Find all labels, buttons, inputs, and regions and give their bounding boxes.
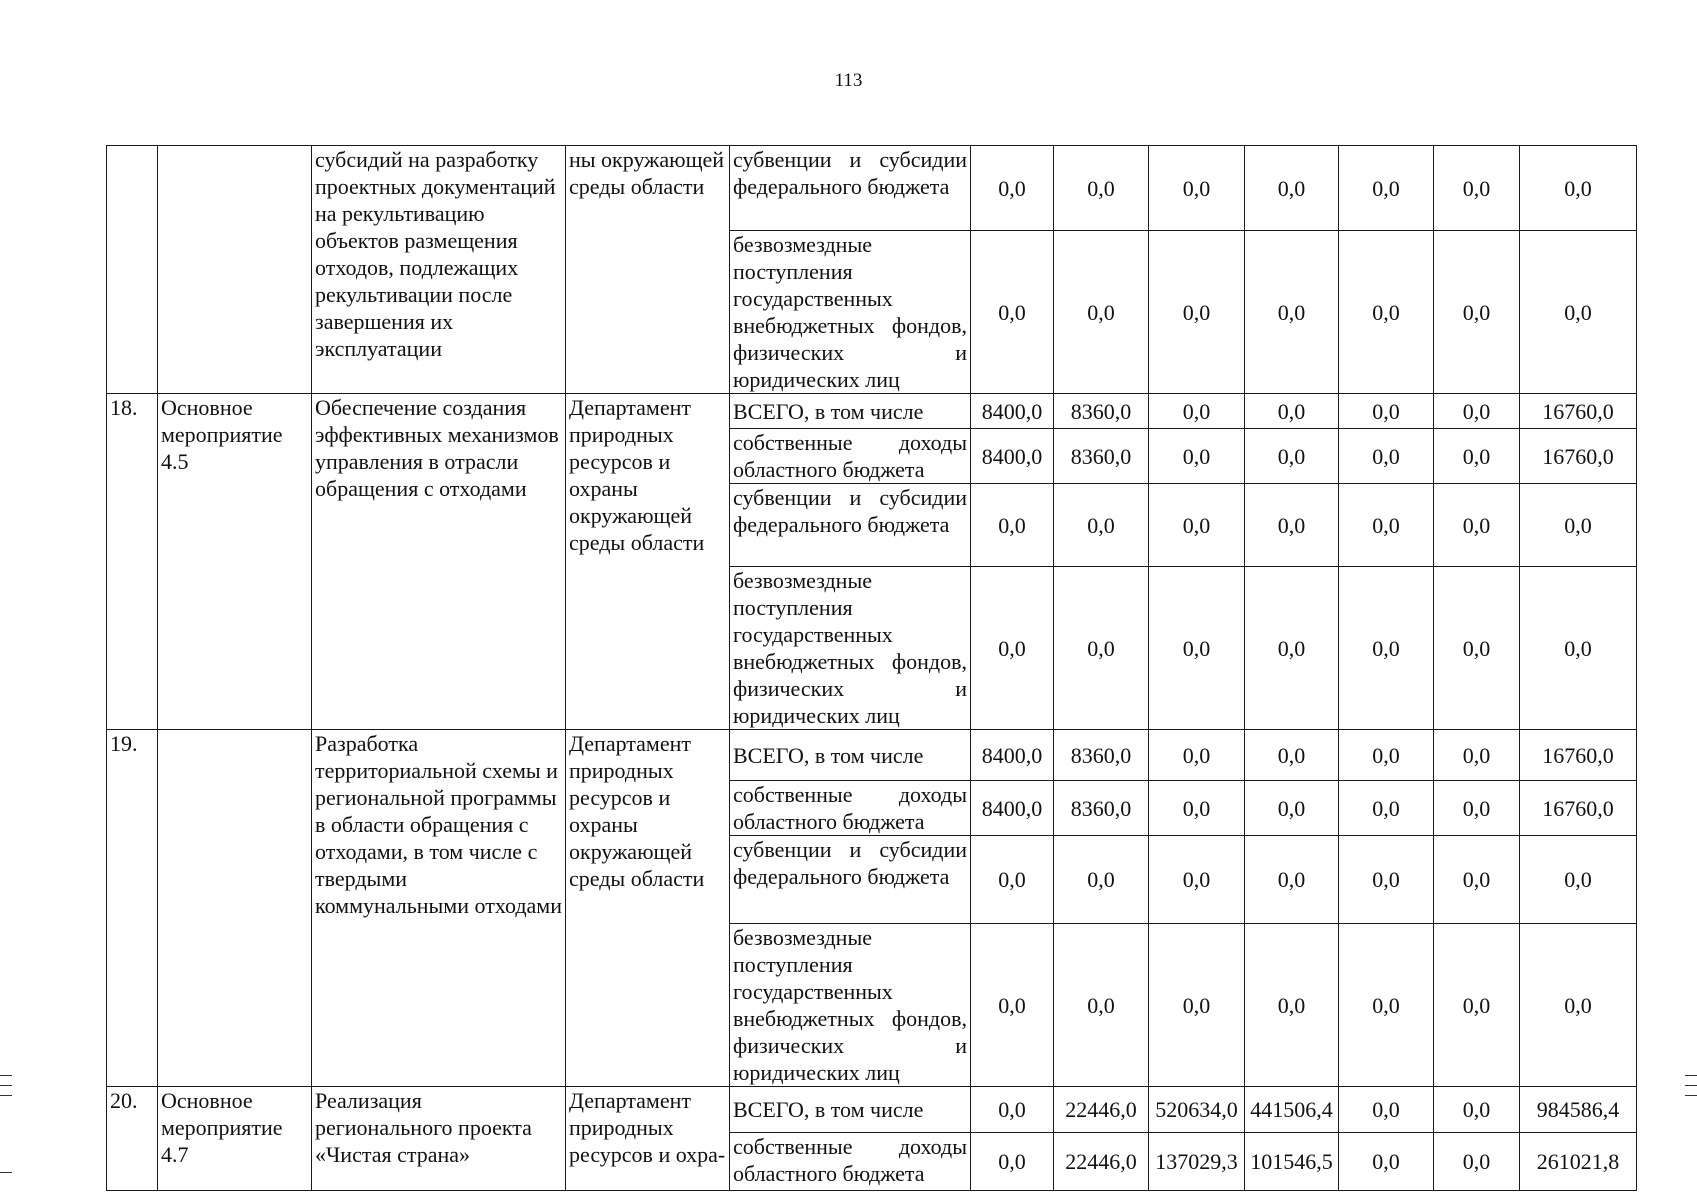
total-value-cell: 0,0	[1520, 924, 1637, 1087]
year-value-cell: 0,0	[1149, 429, 1245, 484]
budget-table	[106, 145, 1637, 1191]
year-value-cell: 0,0	[1149, 231, 1245, 394]
edge-mark	[0, 1172, 12, 1173]
year-value-cell: 0,0	[971, 1087, 1054, 1133]
edge-mark	[0, 1085, 12, 1086]
table-row	[107, 146, 1637, 231]
year-value-cell: 520634,0	[1149, 1087, 1245, 1133]
year-value-cell: 0,0	[971, 1133, 1054, 1191]
total-value-cell: 0,0	[1520, 231, 1637, 394]
year-value-cell: 0,0	[1339, 836, 1434, 924]
year-value-cell: 0,0	[1434, 429, 1520, 484]
event-name-cell: Реализация регионального проекта «Чистая страна»	[312, 1087, 566, 1191]
year-value-cell: 0,0	[1339, 394, 1434, 429]
year-value-cell: 0,0	[1054, 567, 1149, 730]
year-value-cell: 0,0	[1245, 836, 1339, 924]
year-value-cell: 0,0	[971, 484, 1054, 567]
year-value-cell: 0,0	[1339, 231, 1434, 394]
year-value-cell: 0,0	[1054, 836, 1149, 924]
year-value-cell: 0,0	[1149, 567, 1245, 730]
year-value-cell: 0,0	[1434, 231, 1520, 394]
edge-mark	[1685, 1075, 1697, 1076]
year-value-cell: 0,0	[1339, 429, 1434, 484]
funding-source-label: собственные доходы областного бюджета	[730, 1133, 971, 1191]
edge-mark	[0, 1075, 12, 1076]
year-value-cell: 0,0	[1054, 484, 1149, 567]
year-value-cell: 0,0	[971, 567, 1054, 730]
year-value-cell: 0,0	[1245, 781, 1339, 836]
year-value-cell: 0,0	[1434, 781, 1520, 836]
year-value-cell: 0,0	[1434, 146, 1520, 231]
funding-source-label: субвенции и субсидии федерального бюджета	[730, 836, 971, 924]
year-value-cell: 0,0	[1339, 146, 1434, 231]
year-value-cell: 0,0	[1149, 924, 1245, 1087]
total-value-cell: 0,0	[1520, 484, 1637, 567]
total-value-cell: 16760,0	[1520, 781, 1637, 836]
edge-mark	[1685, 1085, 1697, 1086]
year-value-cell: 8400,0	[971, 730, 1054, 781]
year-value-cell: 8360,0	[1054, 730, 1149, 781]
total-value-cell: 16760,0	[1520, 429, 1637, 484]
funding-source-label: собственные доходы областного бюджета	[730, 781, 971, 836]
total-value-cell: 16760,0	[1520, 394, 1637, 429]
year-value-cell: 0,0	[1339, 1133, 1434, 1191]
year-value-cell: 8360,0	[1054, 429, 1149, 484]
year-value-cell: 0,0	[971, 924, 1054, 1087]
year-value-cell: 0,0	[1149, 146, 1245, 231]
total-value-cell: 0,0	[1520, 146, 1637, 231]
funding-source-label: собственные доходы областного бюджета	[730, 429, 971, 484]
year-value-cell: 22446,0	[1054, 1133, 1149, 1191]
year-value-cell: 8400,0	[971, 394, 1054, 429]
year-value-cell: 0,0	[1245, 730, 1339, 781]
funding-source-label: ВСЕГО, в том числе	[730, 394, 971, 429]
year-value-cell: 0,0	[1434, 567, 1520, 730]
year-value-cell: 0,0	[1339, 1087, 1434, 1133]
year-value-cell: 0,0	[1245, 429, 1339, 484]
year-value-cell: 0,0	[1149, 781, 1245, 836]
year-value-cell: 0,0	[1434, 484, 1520, 567]
funding-source-label: ВСЕГО, в том числе	[730, 1087, 971, 1133]
year-value-cell: 0,0	[1339, 730, 1434, 781]
year-value-cell: 0,0	[1245, 924, 1339, 1087]
event-cell	[158, 146, 312, 394]
funding-source-label: безвозмездные поступления государственных внебюджетных фондов, физических и юридических лиц	[730, 231, 971, 394]
year-value-cell: 0,0	[1054, 924, 1149, 1087]
executor-cell: Департамент природных ресурсов и охра-	[566, 1087, 730, 1191]
row-number-cell: 19.	[107, 730, 158, 1087]
edge-mark	[0, 1095, 12, 1096]
year-value-cell: 441506,4	[1245, 1087, 1339, 1133]
year-value-cell: 8360,0	[1054, 781, 1149, 836]
year-value-cell: 0,0	[1054, 231, 1149, 394]
year-value-cell: 0,0	[1434, 1133, 1520, 1191]
event-cell	[158, 730, 312, 1087]
funding-source-label: субвенции и субсидии федерального бюджета	[730, 146, 971, 231]
year-value-cell: 0,0	[1339, 781, 1434, 836]
total-value-cell: 0,0	[1520, 567, 1637, 730]
year-value-cell: 101546,5	[1245, 1133, 1339, 1191]
year-value-cell: 0,0	[1434, 924, 1520, 1087]
funding-source-label: ВСЕГО, в том числе	[730, 730, 971, 781]
executor-cell: Департамент природных ресурсов и охраны окружающей среды области	[566, 730, 730, 1087]
year-value-cell: 0,0	[1245, 231, 1339, 394]
event-cell: Основное мероприятие 4.7	[158, 1087, 312, 1191]
year-value-cell: 0,0	[1434, 730, 1520, 781]
event-name-cell: Обеспечение создания эффективных механизмов управления в отрасли обращения с отходами	[312, 394, 566, 730]
event-cell: Основное мероприятие 4.5	[158, 394, 312, 730]
year-value-cell: 8400,0	[971, 781, 1054, 836]
year-value-cell: 0,0	[1434, 836, 1520, 924]
event-name-cell: субсидий на разработку проектных документаций на рекультивацию объектов размещения отходов, подлежащих рекультивации после завершения их эксплуатации	[312, 146, 566, 394]
year-value-cell: 22446,0	[1054, 1087, 1149, 1133]
year-value-cell: 8360,0	[1054, 394, 1149, 429]
year-value-cell: 0,0	[1245, 484, 1339, 567]
row-number-cell: 20.	[107, 1087, 158, 1191]
year-value-cell: 137029,3	[1149, 1133, 1245, 1191]
event-name-cell: Разработка территориальной схемы и региональной программы в области обращения с отходами, в том числе с твердыми коммунальными отходами	[312, 730, 566, 1087]
year-value-cell: 0,0	[1434, 394, 1520, 429]
row-number-cell	[107, 146, 158, 394]
table-row	[107, 394, 1637, 429]
year-value-cell: 0,0	[971, 231, 1054, 394]
year-value-cell: 0,0	[1149, 836, 1245, 924]
total-value-cell: 984586,4	[1520, 1087, 1637, 1133]
year-value-cell: 0,0	[1054, 146, 1149, 231]
year-value-cell: 0,0	[971, 836, 1054, 924]
row-number-cell: 18.	[107, 394, 158, 730]
executor-cell: ны окружающей среды области	[566, 146, 730, 394]
table-row	[107, 1087, 1637, 1133]
year-value-cell: 0,0	[1149, 484, 1245, 567]
total-value-cell: 16760,0	[1520, 730, 1637, 781]
funding-source-label: субвенции и субсидии федерального бюджета	[730, 484, 971, 567]
year-value-cell: 0,0	[1245, 394, 1339, 429]
year-value-cell: 0,0	[1339, 924, 1434, 1087]
year-value-cell: 0,0	[1245, 567, 1339, 730]
year-value-cell: 0,0	[1149, 730, 1245, 781]
year-value-cell: 0,0	[1339, 484, 1434, 567]
funding-source-label: безвозмездные поступления государственных внебюджетных фондов, физических и юридических лиц	[730, 567, 971, 730]
funding-source-label: безвозмездные поступления государственных внебюджетных фондов, физических и юридических лиц	[730, 924, 971, 1087]
edge-mark	[1685, 1095, 1697, 1096]
table-row	[107, 730, 1637, 781]
year-value-cell: 8400,0	[971, 429, 1054, 484]
year-value-cell: 0,0	[1339, 567, 1434, 730]
year-value-cell: 0,0	[1245, 146, 1339, 231]
year-value-cell: 0,0	[1434, 1087, 1520, 1133]
year-value-cell: 0,0	[1149, 394, 1245, 429]
total-value-cell: 261021,8	[1520, 1133, 1637, 1191]
executor-cell: Департамент природных ресурсов и охраны окружающей среды области	[566, 394, 730, 730]
page-number: 113	[834, 70, 863, 91]
total-value-cell: 0,0	[1520, 836, 1637, 924]
year-value-cell: 0,0	[971, 146, 1054, 231]
